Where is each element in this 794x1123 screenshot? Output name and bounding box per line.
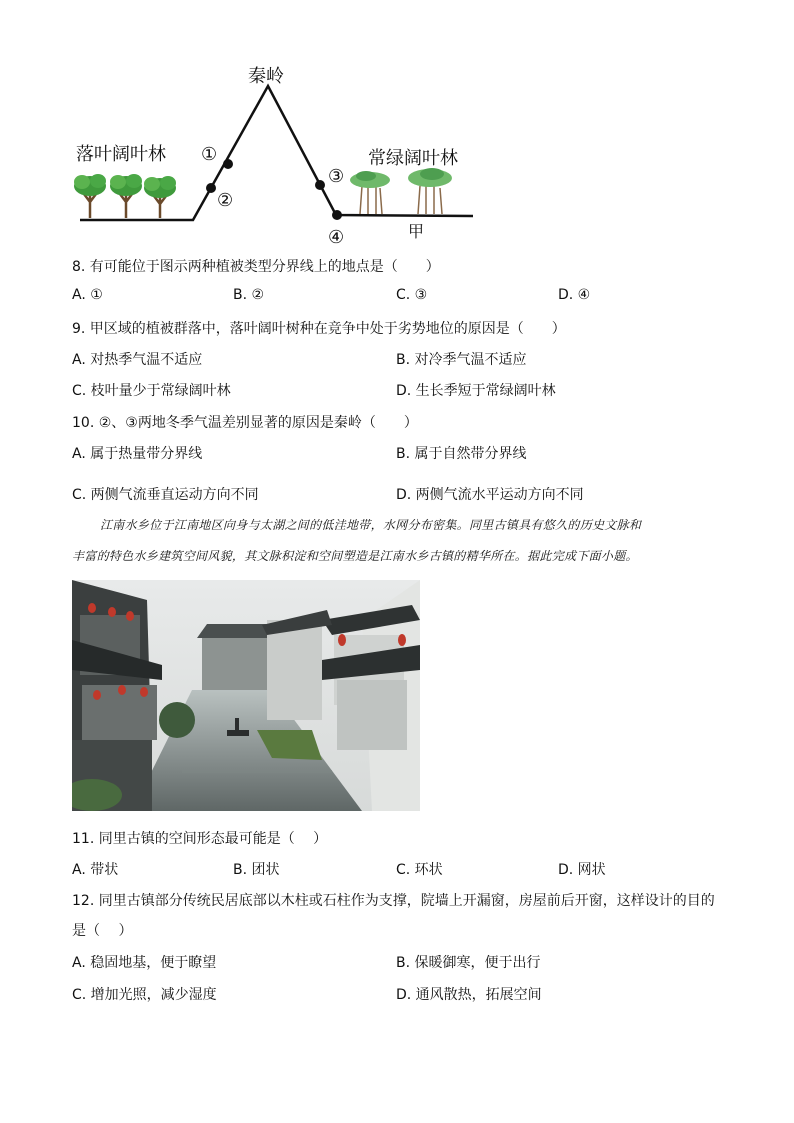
q9-option-d: D. 生长季短于常绿阔叶林 xyxy=(396,383,556,399)
evergreen-trees-icon xyxy=(350,168,452,214)
deciduous-trees-icon xyxy=(74,174,176,218)
passage-line-2: 丰富的特色水乡建筑空间风貌，其文脉积淀和空间塑造是江南水乡古镇的精华所在。据此完成下面小题。 xyxy=(72,549,638,563)
q8-option-b: B. ② xyxy=(233,287,265,303)
q11-option-a: A. 带状 xyxy=(72,862,119,878)
q9-option-a: A. 对热季气温不适应 xyxy=(72,352,203,368)
q11-option-c: C. 环状 xyxy=(396,862,443,878)
mountain-label: 秦岭 xyxy=(248,66,284,87)
q10-option-a: A. 属于热量带分界线 xyxy=(72,446,203,462)
q11-option-d: D. 网状 xyxy=(558,862,606,878)
q10-option-c: C. 两侧气流垂直运动方向不同 xyxy=(72,487,259,503)
passage-line-1: 江南水乡位于江南地区向身与太湖之间的低洼地带，水网分布密集。同里古镇具有悠久的历史文脉和 xyxy=(100,518,642,532)
right-forest-label: 常绿阔叶林 xyxy=(368,148,458,169)
point-2-marker xyxy=(206,183,216,193)
q8-option-d: D. ④ xyxy=(558,287,591,303)
q9-option-b: B. 对冷季气温不适应 xyxy=(396,352,527,368)
question-11-stem: 11. 同里古镇的空间形态最可能是（ ） xyxy=(72,831,328,847)
point-3-marker xyxy=(315,180,325,190)
question-12-stem-line-1: 12. 同里古镇部分传统民居底部以木柱或石柱作为支撑，院墙上开漏窗，房屋前后开窗，这样设计的目的 xyxy=(72,893,715,909)
q12-option-b: B. 保暖御寒，便于出行 xyxy=(396,955,541,971)
water-town-photo xyxy=(72,580,420,811)
point-1-marker xyxy=(223,159,233,169)
question-8-stem: 8. 有可能位于图示两种植被类型分界线上的地点是（ ） xyxy=(72,259,440,275)
question-12-stem-line-2: 是（ ） xyxy=(72,923,133,939)
q9-option-c: C. 枝叶量少于常绿阔叶林 xyxy=(72,383,231,399)
point-2-label: ② xyxy=(217,190,234,211)
q8-option-a: A. ① xyxy=(72,287,103,303)
q12-option-c: C. 增加光照，减少湿度 xyxy=(72,987,217,1003)
mountain-profile-figure xyxy=(0,0,794,260)
vegetation-diagram xyxy=(0,0,794,260)
q12-option-a: A. 稳固地基，便于瞭望 xyxy=(72,955,217,971)
question-9-stem: 9. 甲区域的植被群落中，落叶阔叶树种在竞争中处于劣势地位的原因是（ ） xyxy=(72,321,566,337)
point-3-label: ③ xyxy=(328,166,345,187)
q10-option-d: D. 两侧气流水平运动方向不同 xyxy=(396,487,584,503)
point-4-marker xyxy=(332,210,342,220)
q10-option-b: B. 属于自然带分界线 xyxy=(396,446,527,462)
q11-option-b: B. 团状 xyxy=(233,862,280,878)
left-forest-label: 落叶阔叶林 xyxy=(76,144,166,165)
q12-option-d: D. 通风散热，拓展空间 xyxy=(396,987,542,1003)
area-jia-label: 甲 xyxy=(408,222,425,241)
question-10-stem: 10. ②、③两地冬季气温差别显著的原因是秦岭（ ） xyxy=(72,415,418,431)
point-4-label: ④ xyxy=(328,227,345,248)
q8-option-c: C. ③ xyxy=(396,287,428,303)
point-1-label: ① xyxy=(201,144,218,165)
